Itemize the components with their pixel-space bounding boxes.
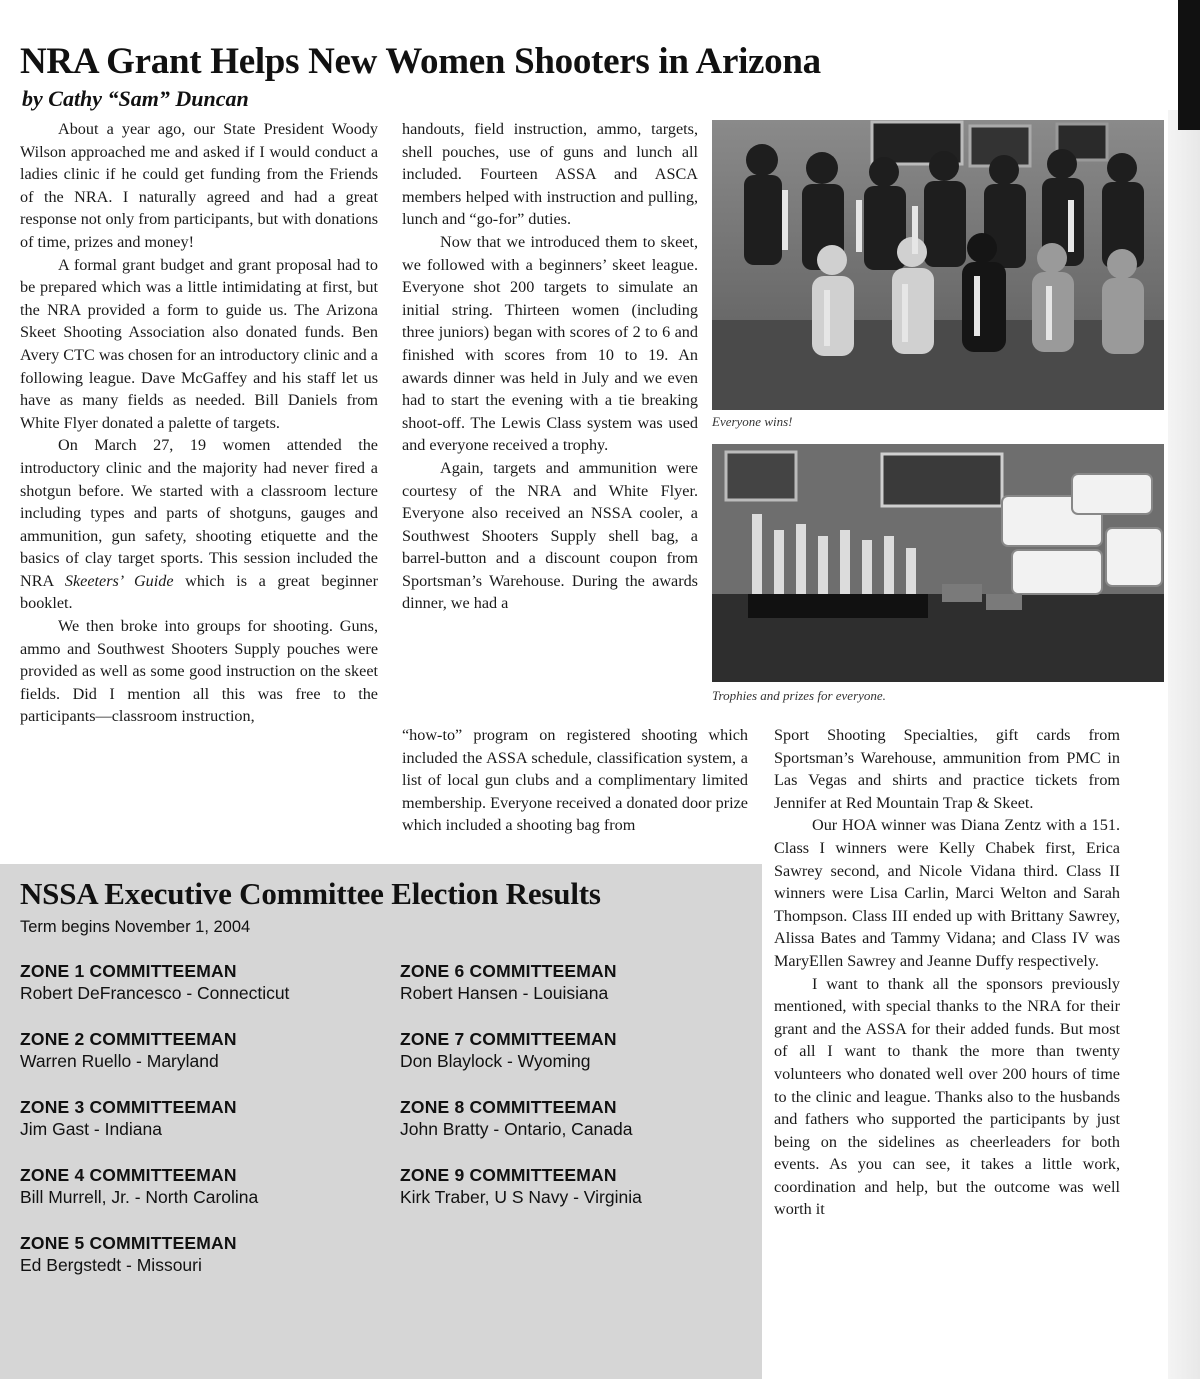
zone-heading: ZONE 9 COMMITTEEMAN bbox=[400, 1165, 617, 1185]
paragraph: Now that we introduced them to skeet, we followed with a beginners’ skeet league. Everyone shot 200 targets to simulate an initial string. Thirteen women (including three juniors) began with scores of 2 to 6 and finished with scores from 10 to 19. An awards dinner was held in July and we even had to start the evening with a tie breaking shoot-off. The Lewis Class system was used and everyone received a trophy. bbox=[402, 232, 698, 455]
election-results-box bbox=[0, 864, 762, 1379]
election-term: Term begins November 1, 2004 bbox=[20, 918, 251, 936]
zone-heading: ZONE 3 COMMITTEEMAN bbox=[20, 1097, 237, 1117]
zone-committeeman: Ed Bergstedt - Missouri bbox=[20, 1255, 202, 1275]
trophies-photo-image bbox=[712, 444, 1164, 682]
zone-2-entry bbox=[20, 1028, 237, 1072]
trophies-photo bbox=[712, 444, 1164, 682]
zone-6-entry bbox=[400, 960, 617, 1004]
article-byline: by Cathy “Sam” Duncan bbox=[22, 86, 249, 111]
zone-committeeman: Robert Hansen - Louisiana bbox=[400, 983, 609, 1003]
zone-committeeman: Bill Murrell, Jr. - North Carolina bbox=[20, 1187, 259, 1207]
paragraph-text: which is a great beginner booklet. bbox=[20, 571, 378, 613]
page-corner-shadow bbox=[1178, 0, 1200, 130]
article-title: NRA Grant Helps New Women Shooters in Arizona bbox=[20, 41, 821, 82]
zone-committeeman: Jim Gast - Indiana bbox=[20, 1119, 162, 1139]
zone-5-entry bbox=[20, 1232, 237, 1276]
paragraph: About a year ago, our State President Woody Wilson approached me and asked if I would conduct a ladies clinic if he could get funding from the Friends of the NRA. I naturally agreed and had a great response not only from participants, but with donations of time, prizes and money! bbox=[20, 120, 378, 251]
zone-4-entry bbox=[20, 1164, 258, 1208]
paragraph: A formal grant budget and grant proposal had to be prepared which was a little intimidating at first, but the NRA provided a form to guide us. The Arizona Skeet Shooting Association also donated funds. Ben Avery CTC was chosen for an introductory clinic and a following league. Dave McGaffey and his staff let us have as many fields as needed. Bill Daniels from White Flyer donated a palette of targets. bbox=[20, 255, 378, 432]
zone-heading: ZONE 4 COMMITTEEMAN bbox=[20, 1165, 237, 1185]
zone-heading: ZONE 2 COMMITTEEMAN bbox=[20, 1029, 237, 1049]
paragraph: Sport Shooting Specialties, gift cards from Sportsman’s Warehouse, ammunition from PMC in Las Vegas and shirts and practice tickets from Jennifer at Red Mountain Trap & Skeet. bbox=[774, 726, 1120, 812]
zone-committeeman: Warren Ruello - Maryland bbox=[20, 1051, 219, 1071]
zone-9-entry bbox=[400, 1164, 642, 1208]
group-photo-caption: Everyone wins! bbox=[712, 414, 793, 429]
article-column-1 bbox=[20, 118, 378, 728]
article-column-3 bbox=[774, 724, 1120, 1221]
election-title: NSSA Executive Committee Election Results bbox=[20, 876, 601, 911]
zone-committeeman: Robert DeFrancesco - Connecticut bbox=[20, 983, 290, 1003]
group-photo-image bbox=[712, 120, 1164, 410]
zone-heading: ZONE 7 COMMITTEEMAN bbox=[400, 1029, 617, 1049]
zone-1-entry bbox=[20, 960, 289, 1004]
trophies-photo-caption: Trophies and prizes for everyone. bbox=[712, 688, 886, 703]
zone-8-entry bbox=[400, 1096, 632, 1140]
zone-3-entry bbox=[20, 1096, 237, 1140]
zone-committeeman: John Bratty - Ontario, Canada bbox=[400, 1119, 633, 1139]
paragraph: Again, targets and ammunition were courtesy of the NRA and White Flyer. Everyone also received an NSSA cooler, a Southwest Shooters Supply shell bag, a barrel-button and a discount coupon from Sportsman’s Warehouse. During the awards dinner, we had a bbox=[402, 458, 698, 613]
zone-heading: ZONE 5 COMMITTEEMAN bbox=[20, 1233, 237, 1253]
paragraph: handouts, field instruction, ammo, targets, shell pouches, use of guns and lunch all included. Fourteen ASSA and ASCA members helped with instruction and pulling, lunch and “go-for” duties. bbox=[402, 120, 698, 229]
zone-committeeman: Kirk Traber, U S Navy - Virginia bbox=[400, 1187, 642, 1207]
paragraph: I want to thank all the sponsors previously mentioned, with special thanks to the NRA for their grant and the ASSA for their added funds. But most of all I want to thank the more than twenty volunteers who donated well over 200 hours of time to the clinic and league. Thanks also to the husbands and fathers who supported the participants by just being on the sidelines as cheerleaders for both events. As you can see, it takes a little work, coordination and help, but the outcome was well worth it bbox=[774, 974, 1120, 1219]
zone-heading: ZONE 6 COMMITTEEMAN bbox=[400, 961, 617, 981]
paragraph bbox=[20, 434, 378, 615]
paragraph: Our HOA winner was Diana Zentz with a 151. Class I winners were Kelly Chabek first, Erica Sawrey second, and Nicole Vidana third. Class II winners were Lisa Carlin, Marci Welton and Sarah Thompson. Class III ended up with Brittany Sawrey, Alissa Bates and Tammy Vidana; and Class IV was MaryEllen Sawrey and Jeanne Duffy respectively. bbox=[774, 816, 1120, 970]
page-binding-edge bbox=[1168, 110, 1200, 1379]
zone-7-entry bbox=[400, 1028, 617, 1072]
zone-committeeman: Don Blaylock - Wyoming bbox=[400, 1051, 591, 1071]
zone-heading: ZONE 1 COMMITTEEMAN bbox=[20, 961, 237, 981]
paragraph-text: On March 27, 19 women attended the introductory clinic and the majority had never fired a shotgun before. We started with a classroom lecture including types and parts of shotguns, gauges and ammunition, gun safety, shooting etiquette and the basics of clay target sports. This session included the NRA bbox=[20, 436, 378, 590]
group-photo bbox=[712, 120, 1164, 410]
paragraph: We then broke into groups for shooting. Guns, ammo and Southwest Shooters Supply pouches were provided as well as some good instruction on the skeet fields. Did I mention all this was free to the participants—classroom instruction, bbox=[20, 617, 378, 726]
article-column-2-lower bbox=[402, 724, 748, 837]
book-title: Skeeters’ Guide bbox=[64, 571, 174, 590]
article-column-2 bbox=[402, 118, 698, 615]
zone-heading: ZONE 8 COMMITTEEMAN bbox=[400, 1097, 617, 1117]
paragraph: “how-to” program on registered shooting which included the ASSA schedule, classification system, a list of local gun clubs and a complimentary limited membership. Everyone received a donated door prize which included a shooting bag from bbox=[402, 726, 748, 835]
